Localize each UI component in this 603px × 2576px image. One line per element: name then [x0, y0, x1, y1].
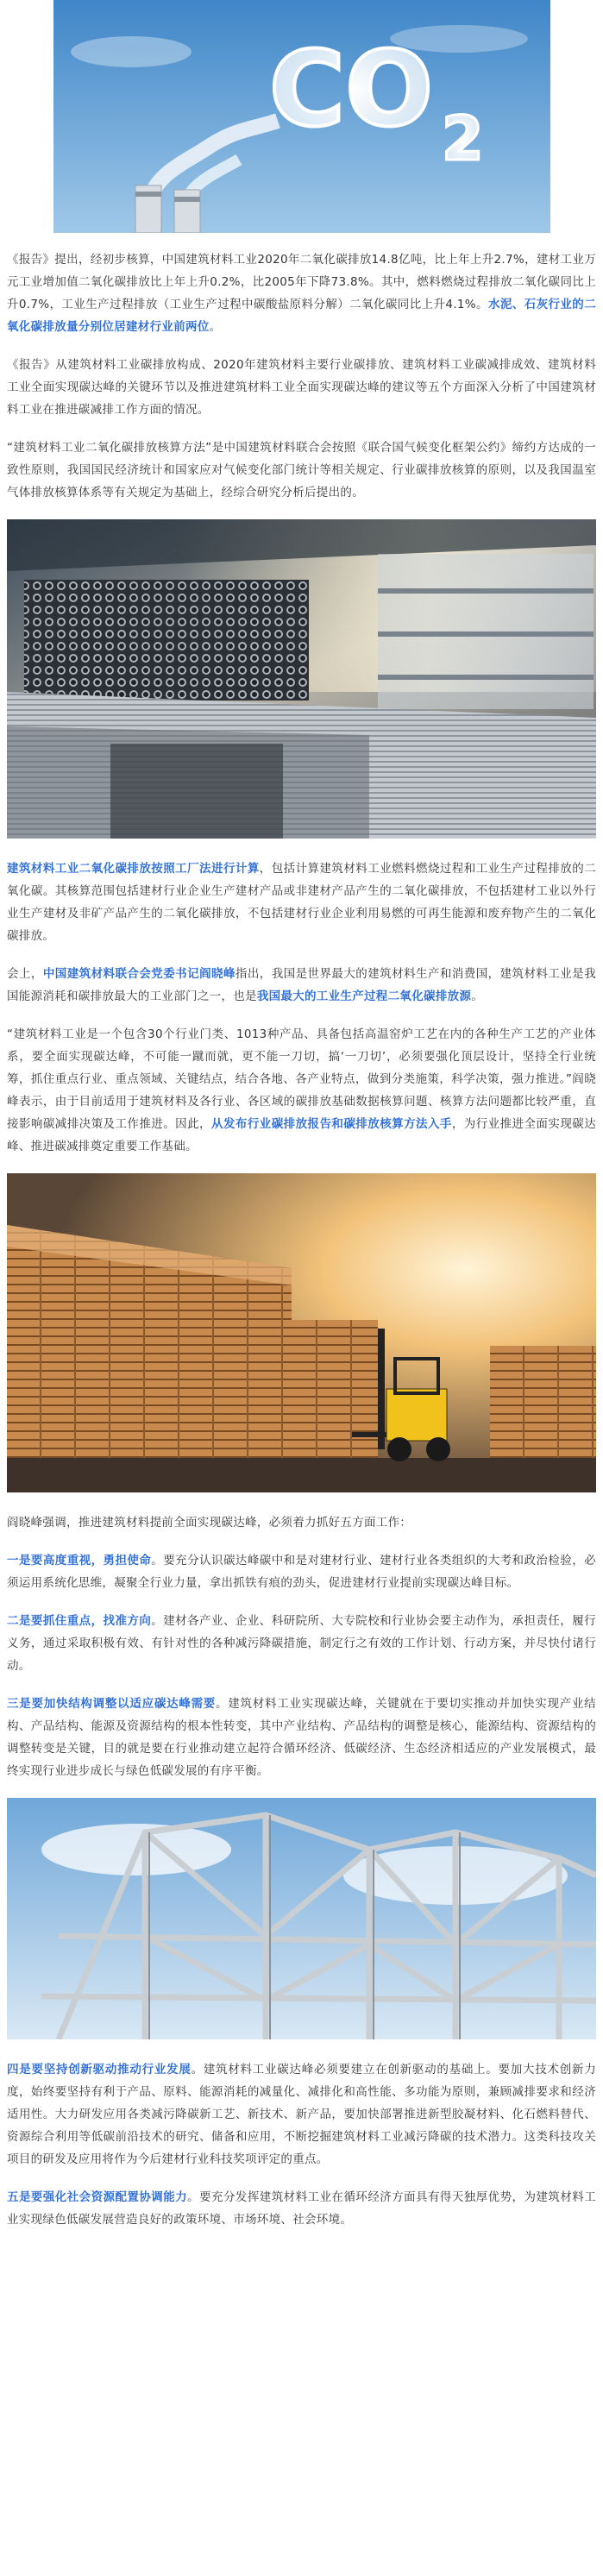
p6-highlight: 从发布行业碳排放报告和碳排放核算方法入手: [211, 1117, 452, 1131]
p10-highlight: 三是要加快结构调整以适应碳达峰需要: [7, 1697, 217, 1711]
paragraph-accounting-method: [7, 437, 596, 504]
p10-text: 。建筑材料工业实现碳达峰，关键就在于要切实推动并加快实现产业结构、产品结构、能源及资源结构的根本性转变，其中产业结构、产品结构的调整是核心，能源结构、资源结构的调整转变是关键，目的就是要在行业推动建立起符合循环经济、低碳经济、生态经济相适应的产业发展模式，最终实现行业进步成长与绿色低碳发展的有序平衡。: [7, 1697, 596, 1778]
p3-text: “建筑材料工业二氧化碳排放核算方法”是中国建筑材料联合会按照《联合国气候变化框架公约》缔约方达成的一致性原则，我国国民经济统计和国家应对气候变化部门统计等相关规定、行业碳排放核算的原则，以及我国温室气体排放核算体系等有关规定为基础上，经综合研究分析后提出的。: [7, 441, 596, 499]
steel-warehouse-image: [7, 519, 596, 839]
lumber-illustration: [7, 1173, 596, 1492]
paragraph-task-four: [7, 2058, 596, 2171]
p4-text: ，包括计算建筑材料工业燃料燃烧过程和工业生产过程排放的二氧化碳。其核算范围包括建材行业企业生产建材产品或非建材产品产生的二氧化碳排放，不包括建材工业以外行业生产建材及非矿产品产生的二氧化碳排放，不包括建材行业企业利用易燃的可再生能源和废弃物产生的二氧化碳排放。: [7, 862, 596, 943]
p8-text: 。要充分认识碳达峰碳中和是对建材行业、建材行业各类组织的大考和政治检验，必须运用系统化思维，凝聚全行业力量，拿出抓铁有痕的劲头，促进建材行业提前实现碳达峰目标。: [7, 1554, 596, 1590]
co2-cloud-letters: CO: [268, 30, 433, 150]
paragraph-task-two: [7, 1610, 596, 1677]
p1-tail: 。: [209, 320, 222, 334]
p9-highlight: 二是要抓住重点，找准方向: [7, 1614, 152, 1628]
p9-text: 。建材各产业、企业、科研院所、大专院校和行业协会要主动作为，承担责任，履行义务，通过采取积极有效、有针对性的各种减污降碳措施，制定行之有效的工作计划、行动方案，并尽快付诸行动。: [7, 1614, 596, 1673]
p5-lead: 会上，: [7, 967, 43, 981]
p7-text: 阎晓峰强调，推进建筑材料提前全面实现碳达峰，必须着力抓好五方面工作：: [7, 1516, 412, 1530]
co2-cloud-image: [53, 0, 550, 233]
paragraph-meeting-remarks: [7, 963, 596, 1008]
p11-highlight: 四是要坚持创新驱动推动行业发展: [7, 2063, 192, 2077]
p5-highlight-speaker: 中国建筑材料联合会党委书记阎晓峰: [42, 967, 236, 981]
p6-tail: ，为行业推进全面实现碳达峰、推进碳减排奠定重要工作基础。: [7, 1117, 596, 1153]
paragraph-emissions-summary: [7, 248, 596, 338]
co2-cloud-illustration: [53, 0, 550, 233]
steel-frame-image: [7, 1798, 596, 2039]
paragraph-task-one: [7, 1549, 596, 1594]
steel-frame-illustration: [7, 1798, 596, 2039]
paragraph-report-structure: [7, 354, 596, 421]
p5-tail: 。: [471, 990, 484, 1003]
p1-highlight: 水泥、石灰行业的二氧化碳排放量分别位居建材行业前两位: [7, 298, 596, 334]
paragraph-task-three: [7, 1693, 596, 1782]
warehouse-illustration: [7, 519, 596, 839]
p1-text: 《报告》提出，经初步核算，中国建筑材料工业2020年二氧化碳排放14.8亿吨，比上年上升2.7%，建材工业万元工业增加值二氧化碳排放比上年上升0.2%，比2005年下降73.8%。其中，燃料燃烧过程排放二氧化碳同比上升0.7%，工业生产过程排放（工业生产过程中碳酸盐原料分解）二氧化碳同比上升4.1%。: [7, 253, 596, 311]
p2-text: 《报告》从建筑材料工业碳排放构成、2020年建筑材料主要行业碳排放、建筑材料工业碳减排成效、建筑材料工业全面实现碳达峰的关键环节以及推进建筑材料工业全面实现碳达峰的建议等五个方面深入分析了中国建筑材料工业在推进碳减排工作方面的情况。: [7, 358, 596, 417]
lumber-forklift-image: [7, 1173, 596, 1492]
paragraph-five-tasks-intro: [7, 1511, 596, 1534]
paragraph-industry-quote: [7, 1023, 596, 1158]
p11-text: 。建筑材料工业碳达峰必须要建立在创新驱动的基础上。要加大技术创新力度，始终要坚持有利于产品、原料、能源消耗的减量化、减排化和高性能、多功能为原则，兼顾减排要求和经济适用性。大力研发应用各类减污降碳新工艺、新技术、新产品，要加快部署推进新型胶凝材料、化石燃料替代、资源综合利用等低碳前沿技术的研究、储备和应用，不断挖掘建筑材料工业减污降碳的技术潜力。这类科技攻关项目的研发及应用将作为今后建材行业科技奖项评定的重点。: [7, 2063, 596, 2166]
p5-highlight-source: 我国最大的工业生产过程二氧化碳排放源: [256, 990, 472, 1003]
p4-highlight: 建筑材料工业二氧化碳排放按照工厂法进行计算: [7, 862, 260, 876]
p5-text: 指出，我国是世界最大的建筑材料生产和消费国，建筑材料工业是我国能源消耗和碳排放最大的工业部门之一，也是: [7, 967, 596, 1003]
p6-text: “建筑材料工业是一个包含30个行业门类、1013种产品、具备包括高温窑炉工艺在内的各种生产工艺的产业体系，要全面实现碳达峰，不可能一蹴而就，更不能一刀切，搞‘一刀切’，必须要强化顶层设计，坚持全行业统筹，抓住重点行业、重点领域、关键结点，结合各地、各产业特点，做到分类施策，科学决策，强力推进。”阎晓峰表示，由于目前适用于建筑材料及各行业、各区域的碳排放基础数据核算问题、核算方法问题都比较严重，直接影响碳减排决策及工作推进。因此，: [7, 1027, 596, 1131]
paragraph-factory-method: [7, 858, 596, 947]
p12-highlight: 五是要强化社会资源配置协调能力: [7, 2190, 188, 2204]
paragraph-task-five: [7, 2186, 596, 2231]
co2-cloud-subscript: 2: [441, 104, 484, 174]
p12-text: 。要充分发挥建筑材料工业在循环经济方面具有得天独厚优势，为建筑材料工业实现绿色低碳发展营造良好的政策环境、市场环境、社会环境。: [7, 2190, 596, 2227]
p8-highlight: 一是要高度重视，勇担使命: [7, 1554, 152, 1568]
